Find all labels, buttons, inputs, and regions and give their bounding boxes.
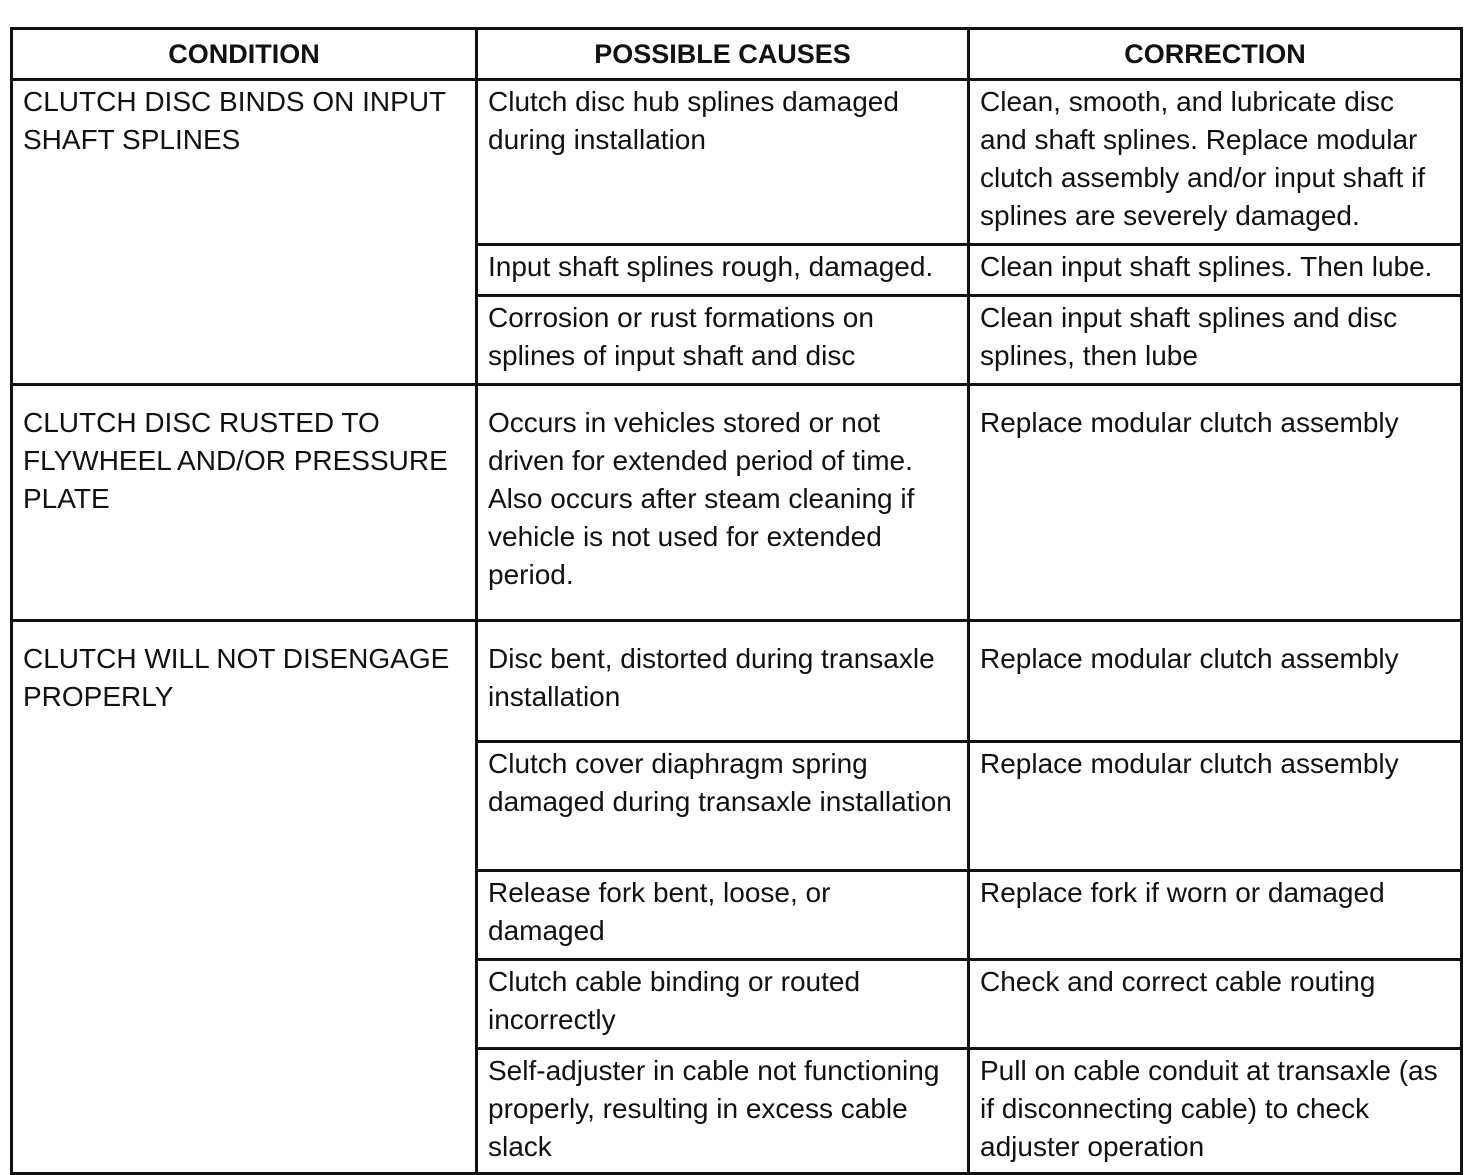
cause-cell: Input shaft splines rough, damaged. bbox=[477, 245, 969, 296]
header-possible-causes: POSSIBLE CAUSES bbox=[477, 29, 969, 80]
header-row bbox=[12, 29, 1462, 80]
correction-cell: Replace modular clutch assembly bbox=[969, 621, 1462, 742]
table-row bbox=[12, 385, 1462, 621]
condition-cell: CLUTCH DISC RUSTED TO FLYWHEEL AND/OR PRESSURE PLATE bbox=[12, 385, 477, 621]
cause-cell: Self-adjuster in cable not functioning properly, resulting in excess cable slack bbox=[477, 1049, 969, 1174]
cause-cell: Clutch disc hub splines damaged during installation bbox=[477, 80, 969, 245]
cause-cell: Clutch cover diaphragm spring damaged during transaxle installation bbox=[477, 742, 969, 871]
cause-cell: Corrosion or rust formations on splines of input shaft and disc bbox=[477, 296, 969, 385]
diagnosis-table bbox=[10, 27, 1463, 1175]
header-correction: CORRECTION bbox=[969, 29, 1462, 80]
correction-cell: Replace modular clutch assembly bbox=[969, 385, 1462, 621]
correction-cell: Replace modular clutch assembly bbox=[969, 742, 1462, 871]
cause-cell: Release fork bent, loose, or damaged bbox=[477, 871, 969, 960]
correction-cell: Clean input shaft splines. Then lube. bbox=[969, 245, 1462, 296]
correction-cell: Clean, smooth, and lubricate disc and shaft splines. Replace modular clutch assembly and/or input shaft if splines are severely damaged. bbox=[969, 80, 1462, 245]
header-condition: CONDITION bbox=[12, 29, 477, 80]
correction-cell: Pull on cable conduit at transaxle (as if disconnecting cable) to check adjuster operation bbox=[969, 1049, 1462, 1174]
cause-cell: Clutch cable binding or routed incorrectly bbox=[477, 960, 969, 1049]
table-row bbox=[12, 621, 1462, 742]
correction-cell: Clean input shaft splines and disc splines, then lube bbox=[969, 296, 1462, 385]
cause-cell: Disc bent, distorted during transaxle installation bbox=[477, 621, 969, 742]
correction-cell: Replace fork if worn or damaged bbox=[969, 871, 1462, 960]
correction-cell: Check and correct cable routing bbox=[969, 960, 1462, 1049]
cause-cell: Occurs in vehicles stored or not driven for extended period of time. Also occurs after steam cleaning if vehicle is not used for extended period. bbox=[477, 385, 969, 621]
condition-cell: CLUTCH WILL NOT DISENGAGE PROPERLY bbox=[12, 621, 477, 1174]
condition-cell: CLUTCH DISC BINDS ON INPUT SHAFT SPLINES bbox=[12, 80, 477, 385]
table-row bbox=[12, 80, 1462, 245]
